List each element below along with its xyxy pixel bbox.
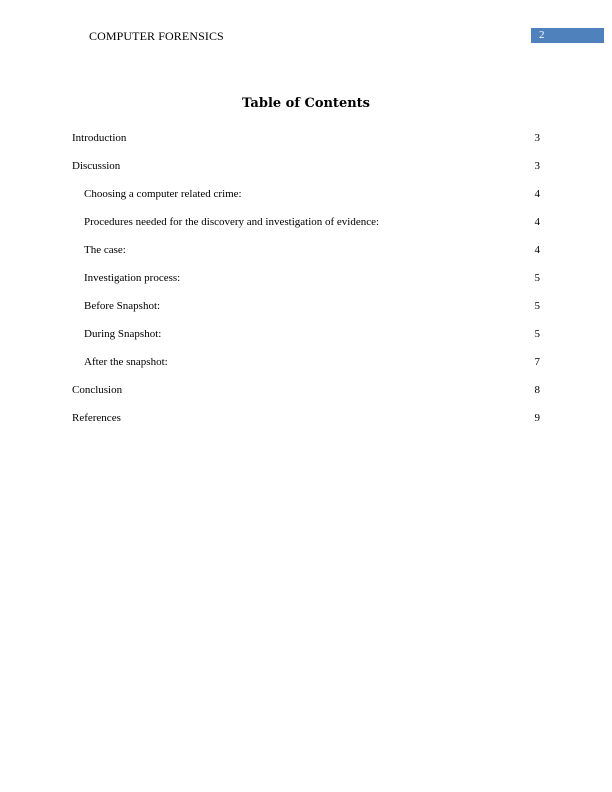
toc-entry-page: 5 <box>534 272 540 284</box>
toc-entry-page: 5 <box>534 328 540 340</box>
toc-entry-label: After the snapshot: <box>84 356 168 368</box>
toc-entry-page: 4 <box>534 216 540 228</box>
table-of-contents <box>72 124 540 432</box>
toc-entry-label: During Snapshot: <box>84 328 162 340</box>
toc-entry-discussion[interactable] <box>72 152 540 180</box>
toc-entry-label: Investigation process: <box>84 272 181 284</box>
toc-entry-page: 9 <box>534 412 540 424</box>
toc-heading: Table of Contents <box>242 96 370 111</box>
toc-entry-label: References <box>72 412 121 424</box>
toc-entry-label: Before Snapshot: <box>84 300 161 312</box>
toc-entry-page: 7 <box>534 356 540 368</box>
toc-entry-during-snapshot[interactable] <box>72 320 540 348</box>
toc-entry-label: Choosing a computer related crime: <box>84 188 242 200</box>
toc-entry-references[interactable] <box>72 404 540 432</box>
toc-entry-label: The case: <box>84 244 126 256</box>
toc-entry-page: 3 <box>534 160 540 172</box>
page-number-badge: 2 <box>531 28 604 43</box>
toc-entry-label: Conclusion <box>72 384 123 396</box>
toc-entry-label: Introduction <box>72 132 127 144</box>
toc-entry-page: 4 <box>534 244 540 256</box>
toc-entry-page: 4 <box>534 188 540 200</box>
toc-entry-label: Procedures needed for the discovery and investigation of evidence: <box>84 216 380 228</box>
toc-entry-introduction[interactable] <box>72 124 540 152</box>
toc-entry-page: 8 <box>534 384 540 396</box>
toc-entry-investigation-process[interactable] <box>72 264 540 292</box>
toc-entry-conclusion[interactable] <box>72 376 540 404</box>
toc-entry-after-snapshot[interactable] <box>72 348 540 376</box>
toc-entry-before-snapshot[interactable] <box>72 292 540 320</box>
toc-entry-label: Discussion <box>72 160 121 172</box>
toc-entry-page: 3 <box>534 132 540 144</box>
toc-entry-page: 5 <box>534 300 540 312</box>
toc-entry-procedures[interactable] <box>72 208 540 236</box>
running-header-title: COMPUTER FORENSICS <box>89 29 224 43</box>
toc-entry-choosing-crime[interactable] <box>72 180 540 208</box>
toc-entry-the-case[interactable] <box>72 236 540 264</box>
